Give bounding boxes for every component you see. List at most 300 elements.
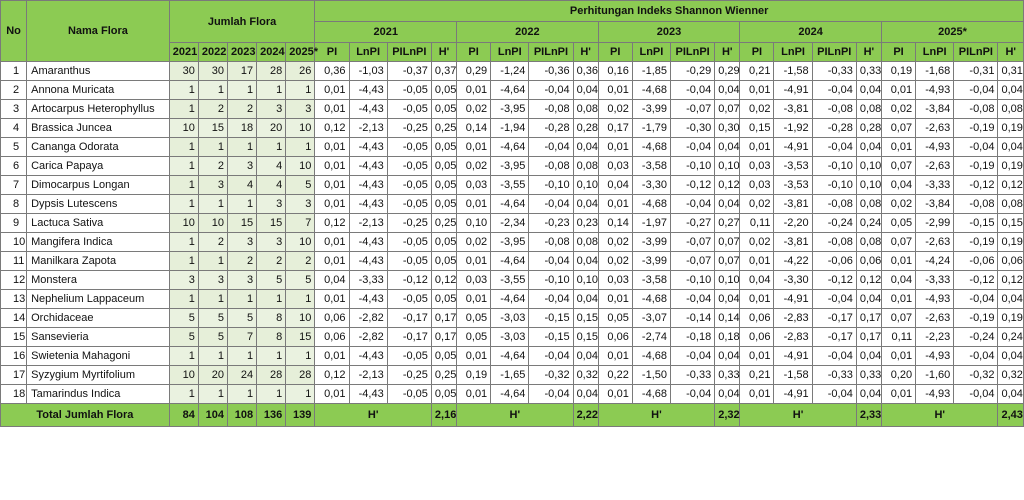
flora-name: Brassica Juncea xyxy=(27,119,170,138)
count-cell: 1 xyxy=(286,290,315,309)
calc-cell: 0,07 xyxy=(715,233,740,252)
count-cell: 15 xyxy=(257,214,286,233)
calc-cell: 0,28 xyxy=(856,119,881,138)
calc-cell: 0,10 xyxy=(573,271,598,290)
calc-sub-header: LnPI xyxy=(916,43,954,62)
flora-name: Swietenia Mahagoni xyxy=(27,347,170,366)
calc-cell: -1,65 xyxy=(491,366,529,385)
calc-cell: -0,06 xyxy=(812,252,856,271)
calc-cell: -3,03 xyxy=(491,309,529,328)
calc-cell: 0,01 xyxy=(740,252,774,271)
calc-cell: -0,04 xyxy=(529,347,573,366)
calc-sub-header: H' xyxy=(856,43,881,62)
calc-cell: 0,36 xyxy=(573,62,598,81)
calc-cell: -3,95 xyxy=(491,157,529,176)
calc-cell: -3,33 xyxy=(916,271,954,290)
calc-cell: -4,43 xyxy=(349,157,387,176)
calc-cell: 0,15 xyxy=(573,309,598,328)
count-cell: 1 xyxy=(257,290,286,309)
calc-cell: -0,19 xyxy=(954,119,998,138)
count-cell: 3 xyxy=(228,271,257,290)
count-cell: 5 xyxy=(169,328,198,347)
calc-cell: 0,01 xyxy=(740,385,774,404)
count-cell: 1 xyxy=(169,385,198,404)
total-count: 136 xyxy=(257,404,286,427)
calc-cell: 0,01 xyxy=(315,176,349,195)
calc-cell: 0,19 xyxy=(998,233,1024,252)
header-perhitungan: Perhitungan Indeks Shannon Wienner xyxy=(315,1,1024,22)
calc-sub-header: PILnPI xyxy=(812,43,856,62)
count-cell: 1 xyxy=(169,347,198,366)
table-row xyxy=(1,271,1024,290)
calc-cell: -0,04 xyxy=(671,347,715,366)
calc-cell: -0,04 xyxy=(812,290,856,309)
calc-cell: 0,19 xyxy=(457,366,491,385)
calc-cell: 0,19 xyxy=(998,157,1024,176)
count-cell: 1 xyxy=(257,347,286,366)
calc-cell: 0,02 xyxy=(598,252,632,271)
calc-cell: -3,99 xyxy=(632,100,670,119)
table-row xyxy=(1,176,1024,195)
calc-cell: 0,01 xyxy=(315,100,349,119)
table-row xyxy=(1,157,1024,176)
count-cell: 1 xyxy=(169,195,198,214)
calc-cell: -0,30 xyxy=(671,119,715,138)
calc-cell: -4,91 xyxy=(774,385,812,404)
table-row xyxy=(1,233,1024,252)
calc-cell: -4,24 xyxy=(916,252,954,271)
total-count: 84 xyxy=(169,404,198,427)
count-cell: 1 xyxy=(169,233,198,252)
calc-cell: 0,17 xyxy=(431,328,456,347)
count-cell: 10 xyxy=(169,119,198,138)
calc-cell: -0,08 xyxy=(529,233,573,252)
count-cell: 1 xyxy=(228,385,257,404)
calc-sub-header: PI xyxy=(881,43,915,62)
calc-cell: 0,08 xyxy=(856,100,881,119)
count-cell: 5 xyxy=(257,271,286,290)
count-cell: 1 xyxy=(198,138,227,157)
calc-cell: 0,04 xyxy=(881,176,915,195)
count-cell: 1 xyxy=(169,81,198,100)
table-row xyxy=(1,252,1024,271)
calc-cell: 0,04 xyxy=(573,81,598,100)
calc-cell: 0,17 xyxy=(856,309,881,328)
count-cell: 15 xyxy=(228,214,257,233)
row-no: 4 xyxy=(1,119,27,138)
count-cell: 2 xyxy=(198,233,227,252)
table-footer xyxy=(1,404,1024,427)
calc-cell: 0,10 xyxy=(856,157,881,176)
calc-cell: 0,14 xyxy=(598,214,632,233)
calc-cell: 0,10 xyxy=(715,271,740,290)
flora-name: Orchidaceae xyxy=(27,309,170,328)
calc-cell: -0,12 xyxy=(812,271,856,290)
calc-cell: -4,93 xyxy=(916,81,954,100)
calc-cell: -3,81 xyxy=(774,195,812,214)
calc-sub-header: H' xyxy=(573,43,598,62)
total-row xyxy=(1,404,1024,427)
calc-cell: -4,93 xyxy=(916,385,954,404)
calc-cell: -3,58 xyxy=(632,157,670,176)
calc-cell: 0,04 xyxy=(573,195,598,214)
calc-cell: 0,05 xyxy=(431,233,456,252)
calc-year-header: 2025* xyxy=(881,22,1023,43)
count-cell: 10 xyxy=(286,157,315,176)
calc-cell: 0,05 xyxy=(598,309,632,328)
calc-cell: 0,32 xyxy=(998,366,1024,385)
calc-cell: -0,33 xyxy=(671,366,715,385)
calc-cell: -4,43 xyxy=(349,138,387,157)
calc-cell: -4,68 xyxy=(632,81,670,100)
flora-name: Monstera xyxy=(27,271,170,290)
calc-cell: 0,03 xyxy=(457,271,491,290)
calc-cell: 0,11 xyxy=(740,214,774,233)
calc-cell: -0,05 xyxy=(387,138,431,157)
count-cell: 2 xyxy=(198,100,227,119)
calc-sub-header: LnPI xyxy=(632,43,670,62)
calc-cell: 0,10 xyxy=(573,176,598,195)
header-no: No xyxy=(1,1,27,62)
calc-cell: 0,10 xyxy=(457,214,491,233)
calc-cell: -4,64 xyxy=(491,290,529,309)
calc-cell: 0,25 xyxy=(431,119,456,138)
count-cell: 7 xyxy=(228,328,257,347)
calc-cell: 0,01 xyxy=(315,138,349,157)
calc-cell: -0,17 xyxy=(812,309,856,328)
calc-cell: -0,25 xyxy=(387,214,431,233)
calc-cell: -0,08 xyxy=(954,195,998,214)
calc-cell: 0,02 xyxy=(598,233,632,252)
calc-cell: -3,07 xyxy=(632,309,670,328)
table-row xyxy=(1,195,1024,214)
table-body xyxy=(1,62,1024,404)
flora-name: Lactuca Sativa xyxy=(27,214,170,233)
count-cell: 30 xyxy=(198,62,227,81)
calc-cell: 0,15 xyxy=(740,119,774,138)
table-row xyxy=(1,385,1024,404)
calc-cell: -0,12 xyxy=(954,176,998,195)
total-label: Total Jumlah Flora xyxy=(1,404,170,427)
count-cell: 4 xyxy=(257,157,286,176)
calc-cell: -0,04 xyxy=(812,138,856,157)
calc-cell: -0,04 xyxy=(812,385,856,404)
calc-cell: 0,06 xyxy=(315,328,349,347)
calc-sub-header: PILnPI xyxy=(954,43,998,62)
calc-cell: 0,04 xyxy=(573,385,598,404)
calc-cell: 0,01 xyxy=(740,81,774,100)
calc-cell: 0,29 xyxy=(457,62,491,81)
row-no: 1 xyxy=(1,62,27,81)
calc-cell: 0,04 xyxy=(740,271,774,290)
count-cell: 7 xyxy=(286,214,315,233)
calc-cell: -0,36 xyxy=(529,62,573,81)
calc-cell: -0,05 xyxy=(387,157,431,176)
calc-cell: 0,10 xyxy=(715,157,740,176)
calc-cell: 0,24 xyxy=(856,214,881,233)
calc-cell: 0,01 xyxy=(457,195,491,214)
calc-cell: -1,94 xyxy=(491,119,529,138)
calc-cell: 0,04 xyxy=(715,138,740,157)
count-cell: 15 xyxy=(198,119,227,138)
calc-cell: 0,21 xyxy=(740,366,774,385)
calc-cell: -0,17 xyxy=(812,328,856,347)
calc-cell: 0,01 xyxy=(315,385,349,404)
calc-cell: -0,04 xyxy=(954,81,998,100)
count-cell: 2 xyxy=(228,100,257,119)
calc-cell: 0,05 xyxy=(431,157,456,176)
calc-cell: 0,33 xyxy=(856,62,881,81)
calc-cell: 0,15 xyxy=(573,328,598,347)
calc-cell: -0,05 xyxy=(387,385,431,404)
calc-cell: -4,43 xyxy=(349,252,387,271)
calc-cell: -4,91 xyxy=(774,138,812,157)
calc-cell: -1,85 xyxy=(632,62,670,81)
calc-cell: -0,04 xyxy=(954,290,998,309)
calc-cell: -0,08 xyxy=(812,233,856,252)
calc-cell: 0,01 xyxy=(740,290,774,309)
calc-cell: -4,64 xyxy=(491,347,529,366)
flora-name: Carica Papaya xyxy=(27,157,170,176)
row-no: 10 xyxy=(1,233,27,252)
count-cell: 1 xyxy=(286,347,315,366)
calc-sub-header: LnPI xyxy=(349,43,387,62)
total-count: 139 xyxy=(286,404,315,427)
calc-cell: -3,03 xyxy=(491,328,529,347)
count-cell: 1 xyxy=(169,176,198,195)
calc-cell: -0,04 xyxy=(954,138,998,157)
calc-cell: 0,04 xyxy=(573,290,598,309)
calc-cell: 0,01 xyxy=(598,347,632,366)
calc-cell: -1,58 xyxy=(774,62,812,81)
count-cell: 1 xyxy=(286,81,315,100)
calc-cell: -0,04 xyxy=(671,138,715,157)
calc-sub-header: H' xyxy=(715,43,740,62)
calc-cell: 0,17 xyxy=(856,328,881,347)
calc-cell: 0,06 xyxy=(998,252,1024,271)
calc-cell: 0,22 xyxy=(598,366,632,385)
calc-cell: 0,33 xyxy=(856,366,881,385)
row-no: 11 xyxy=(1,252,27,271)
calc-cell: 0,02 xyxy=(881,100,915,119)
calc-cell: -2,82 xyxy=(349,328,387,347)
calc-cell: 0,03 xyxy=(598,157,632,176)
calc-cell: 0,07 xyxy=(881,157,915,176)
calc-cell: 0,01 xyxy=(457,81,491,100)
count-cell: 2 xyxy=(198,157,227,176)
calc-cell: -4,91 xyxy=(774,290,812,309)
calc-cell: 0,12 xyxy=(998,176,1024,195)
calc-cell: -0,06 xyxy=(954,252,998,271)
count-cell: 24 xyxy=(228,366,257,385)
total-h-value: 2,16 xyxy=(431,404,456,427)
calc-cell: 0,01 xyxy=(315,252,349,271)
calc-cell: 0,02 xyxy=(881,195,915,214)
calc-cell: -0,19 xyxy=(954,157,998,176)
count-cell: 1 xyxy=(169,138,198,157)
calc-cell: 0,12 xyxy=(315,119,349,138)
calc-cell: 0,04 xyxy=(598,176,632,195)
count-year-header: 2025* xyxy=(286,43,315,62)
calc-cell: 0,07 xyxy=(881,309,915,328)
calc-cell: 0,01 xyxy=(457,290,491,309)
calc-cell: 0,05 xyxy=(431,81,456,100)
flora-name: Artocarpus Heterophyllus xyxy=(27,100,170,119)
calc-cell: 0,05 xyxy=(431,100,456,119)
calc-sub-header: PILnPI xyxy=(671,43,715,62)
calc-cell: -0,05 xyxy=(387,195,431,214)
calc-cell: -0,19 xyxy=(954,309,998,328)
calc-cell: -0,15 xyxy=(529,328,573,347)
calc-cell: -0,04 xyxy=(671,290,715,309)
calc-cell: 0,08 xyxy=(998,100,1024,119)
calc-cell: -0,04 xyxy=(671,81,715,100)
count-cell: 8 xyxy=(257,309,286,328)
calc-cell: -0,27 xyxy=(671,214,715,233)
calc-cell: 0,02 xyxy=(740,233,774,252)
calc-cell: 0,12 xyxy=(315,214,349,233)
count-cell: 10 xyxy=(286,119,315,138)
calc-cell: 0,12 xyxy=(315,366,349,385)
calc-cell: 0,01 xyxy=(315,195,349,214)
calc-cell: 0,08 xyxy=(573,157,598,176)
calc-cell: -3,95 xyxy=(491,100,529,119)
calc-cell: 0,05 xyxy=(431,252,456,271)
count-cell: 17 xyxy=(228,62,257,81)
count-cell: 1 xyxy=(228,290,257,309)
flora-name: Annona Muricata xyxy=(27,81,170,100)
calc-cell: -2,13 xyxy=(349,119,387,138)
count-cell: 1 xyxy=(257,385,286,404)
flora-name: Mangifera Indica xyxy=(27,233,170,252)
count-cell: 3 xyxy=(257,195,286,214)
flora-name: Sansevieria xyxy=(27,328,170,347)
calc-cell: -4,64 xyxy=(491,81,529,100)
calc-cell: 0,03 xyxy=(457,176,491,195)
calc-cell: 0,08 xyxy=(573,233,598,252)
calc-cell: -4,43 xyxy=(349,347,387,366)
calc-cell: 0,02 xyxy=(457,100,491,119)
calc-cell: -1,79 xyxy=(632,119,670,138)
row-no: 6 xyxy=(1,157,27,176)
count-cell: 3 xyxy=(198,271,227,290)
calc-cell: 0,14 xyxy=(457,119,491,138)
count-cell: 5 xyxy=(228,309,257,328)
calc-cell: -4,68 xyxy=(632,138,670,157)
count-cell: 1 xyxy=(228,347,257,366)
count-cell: 3 xyxy=(286,100,315,119)
calc-cell: -0,10 xyxy=(812,176,856,195)
calc-cell: 0,07 xyxy=(881,119,915,138)
calc-cell: 0,19 xyxy=(881,62,915,81)
calc-cell: -0,17 xyxy=(387,328,431,347)
calc-cell: 0,02 xyxy=(740,195,774,214)
count-cell: 1 xyxy=(257,138,286,157)
count-year-header: 2022 xyxy=(198,43,227,62)
count-cell: 3 xyxy=(198,176,227,195)
calc-cell: -0,15 xyxy=(529,309,573,328)
count-cell: 3 xyxy=(169,271,198,290)
calc-cell: -0,04 xyxy=(529,290,573,309)
calc-cell: 0,08 xyxy=(998,195,1024,214)
calc-sub-header: H' xyxy=(998,43,1024,62)
table-row xyxy=(1,62,1024,81)
calc-cell: -3,58 xyxy=(632,271,670,290)
calc-cell: -1,24 xyxy=(491,62,529,81)
calc-cell: 0,06 xyxy=(315,309,349,328)
calc-cell: 0,04 xyxy=(998,138,1024,157)
calc-cell: 0,01 xyxy=(740,347,774,366)
calc-cell: 0,08 xyxy=(856,233,881,252)
calc-cell: 0,04 xyxy=(856,290,881,309)
table-row xyxy=(1,309,1024,328)
calc-cell: -2,83 xyxy=(774,328,812,347)
calc-cell: -0,05 xyxy=(387,100,431,119)
calc-cell: -0,28 xyxy=(529,119,573,138)
calc-cell: -3,84 xyxy=(916,100,954,119)
calc-cell: -0,28 xyxy=(812,119,856,138)
count-cell: 5 xyxy=(198,328,227,347)
calc-cell: -3,53 xyxy=(774,176,812,195)
calc-cell: 0,02 xyxy=(457,157,491,176)
calc-cell: -3,33 xyxy=(349,271,387,290)
count-cell: 5 xyxy=(198,309,227,328)
calc-cell: 0,01 xyxy=(881,138,915,157)
calc-cell: -1,03 xyxy=(349,62,387,81)
count-cell: 5 xyxy=(286,271,315,290)
calc-cell: 0,05 xyxy=(431,195,456,214)
calc-cell: 0,01 xyxy=(740,138,774,157)
calc-cell: -4,43 xyxy=(349,100,387,119)
count-cell: 3 xyxy=(228,233,257,252)
row-no: 2 xyxy=(1,81,27,100)
calc-cell: -4,93 xyxy=(916,138,954,157)
count-cell: 3 xyxy=(257,100,286,119)
calc-cell: 0,32 xyxy=(573,366,598,385)
calc-cell: 0,18 xyxy=(715,328,740,347)
calc-cell: 0,11 xyxy=(881,328,915,347)
calc-cell: -1,58 xyxy=(774,366,812,385)
calc-cell: -2,63 xyxy=(916,157,954,176)
calc-cell: -4,22 xyxy=(774,252,812,271)
calc-sub-header: PI xyxy=(315,43,349,62)
row-no: 13 xyxy=(1,290,27,309)
calc-sub-header: PI xyxy=(598,43,632,62)
count-cell: 10 xyxy=(198,214,227,233)
calc-cell: -2,63 xyxy=(916,233,954,252)
table-row xyxy=(1,214,1024,233)
table-header xyxy=(1,1,1024,62)
calc-cell: -2,23 xyxy=(916,328,954,347)
calc-year-header: 2024 xyxy=(740,22,882,43)
flora-name: Manilkara Zapota xyxy=(27,252,170,271)
calc-cell: 0,33 xyxy=(715,366,740,385)
row-no: 3 xyxy=(1,100,27,119)
calc-cell: 0,07 xyxy=(715,252,740,271)
count-cell: 1 xyxy=(228,81,257,100)
total-h-label: H' xyxy=(315,404,432,427)
calc-cell: 0,37 xyxy=(431,62,456,81)
count-cell: 10 xyxy=(286,309,315,328)
count-cell: 1 xyxy=(198,195,227,214)
calc-cell: -0,08 xyxy=(529,157,573,176)
calc-cell: -0,07 xyxy=(671,100,715,119)
calc-cell: -2,63 xyxy=(916,119,954,138)
flora-name: Nephelium Lappaceum xyxy=(27,290,170,309)
calc-cell: 0,01 xyxy=(457,252,491,271)
calc-cell: 0,01 xyxy=(457,347,491,366)
count-cell: 1 xyxy=(169,290,198,309)
